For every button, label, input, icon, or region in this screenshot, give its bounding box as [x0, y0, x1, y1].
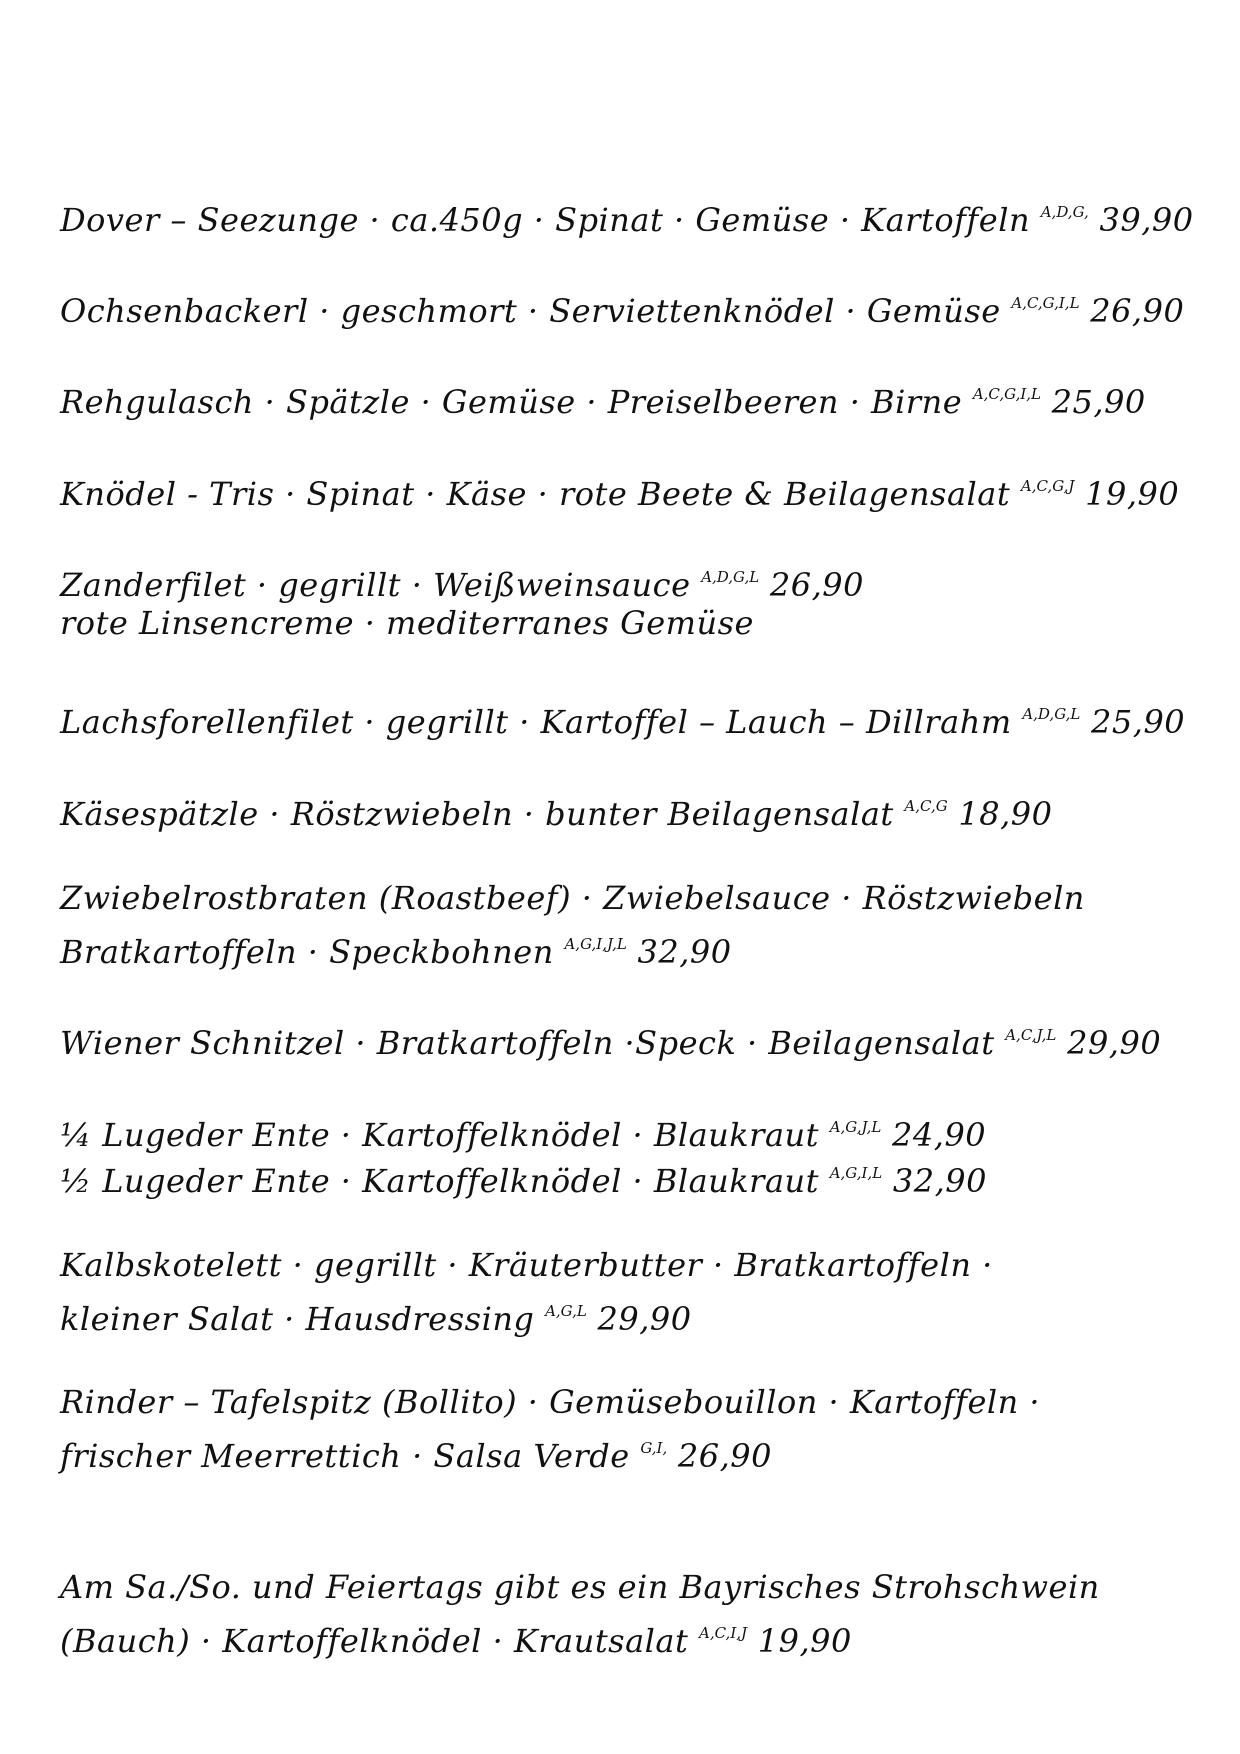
dish-price: 19,90	[757, 1622, 852, 1660]
dish-text: Rehgulasch · Spätzle · Gemüse · Preiselbeeren · Birne	[60, 383, 963, 421]
dish-text: kleiner Salat · Hausdressing	[60, 1300, 535, 1338]
allergen-codes: A,C,G,I,L	[972, 385, 1041, 403]
menu-item-kalbskotelett-line-2	[60, 1291, 692, 1339]
allergen-codes: A,D,G,L	[1022, 705, 1081, 723]
dish-price: 26,90	[1090, 292, 1185, 330]
dish-price: 25,90	[1091, 703, 1186, 741]
dish-text: Käsespätzle · Röstzwiebeln · bunter Beilagensalat	[60, 795, 894, 833]
menu-item-wiener-schnitzel	[60, 1015, 1161, 1063]
allergen-codes: A,C,I,J	[699, 1624, 748, 1642]
allergen-codes: G,I,	[640, 1439, 668, 1457]
menu-item-ochsenbackerl	[60, 283, 1184, 331]
dish-text: Rinder – Tafelspitz (Bollito) · Gemüsebouillon · Kartoffeln ·	[60, 1383, 1041, 1421]
dish-price: 26,90	[677, 1437, 773, 1475]
dish-text: (Bauch) · Kartoffelknödel · Krautsalat	[60, 1622, 689, 1660]
menu-item-strohschwein	[60, 1567, 1100, 1607]
menu-item-tafelspitz-line-2	[60, 1428, 772, 1476]
allergen-codes: A,D,G,L	[701, 568, 760, 586]
dish-text: Kalbskotelett · gegrillt · Kräuterbutter · Bratkartoffeln ·	[60, 1246, 993, 1284]
dish-price: 29,90	[1067, 1024, 1162, 1062]
menu-item-zwiebelrostbraten	[60, 878, 1085, 918]
dish-text: ¼ Lugeder Ente · Kartoffelknödel · Blaukraut	[60, 1116, 820, 1154]
menu-item-quarter-ente	[60, 1107, 986, 1155]
dish-text: frischer Meerrettich · Salsa Verde	[60, 1437, 630, 1475]
allergen-codes: A,D,G,	[1040, 203, 1089, 221]
dish-price: 24,90	[892, 1116, 987, 1154]
dish-text: Ochsenbackerl · geschmort · Serviettenknödel · Gemüse	[60, 292, 1001, 330]
dish-price: 39,90	[1099, 201, 1194, 239]
menu-item-rehgulasch	[60, 374, 1146, 422]
menu-item-kalbskotelett	[60, 1245, 993, 1285]
dish-text: Wiener Schnitzel · Bratkartoffeln ·Speck · Beilagensalat	[60, 1024, 995, 1062]
menu-item-knoedel-tris	[60, 466, 1179, 514]
dish-text: Knödel - Tris · Spinat · Käse · rote Beete & Beilagensalat	[60, 475, 1011, 513]
menu-item-strohschwein-line-2	[60, 1613, 852, 1661]
dish-price: 32,90	[892, 1162, 987, 1200]
dish-price: 29,90	[597, 1300, 692, 1338]
allergen-codes: A,C,G,I,L	[1011, 294, 1080, 312]
menu-item-lachsforellenfilet	[60, 694, 1185, 742]
allergen-codes: A,C,G	[904, 797, 948, 815]
dish-text: Lachsforellenfilet · gegrillt · Kartoffel – Lauch – Dillrahm	[60, 703, 1012, 741]
menu-item-tafelspitz	[60, 1382, 1040, 1422]
dish-text: Zwiebelrostbraten (Roastbeef) · Zwiebelsauce · Röstzwiebeln	[60, 879, 1085, 917]
dish-text: Dover – Seezunge · ca.450g · Spinat · Gemüse · Kartoffeln	[60, 201, 1031, 239]
dish-price: 32,90	[637, 933, 732, 971]
allergen-codes: A,C,J,L	[1005, 1026, 1057, 1044]
menu-item-zwiebelrostbraten-line-2	[60, 924, 732, 972]
allergen-codes: A,G,J,L	[829, 1118, 882, 1136]
allergen-codes: A,G,L	[545, 1302, 587, 1320]
allergen-codes: A,G,I,L	[829, 1164, 883, 1182]
allergen-codes: A,C,G,J	[1020, 477, 1075, 495]
dish-price: 26,90	[769, 566, 865, 604]
menu-item-zanderfilet-line-2	[60, 603, 754, 643]
dish-price: 19,90	[1085, 475, 1180, 513]
menu-item-zanderfilet	[60, 557, 864, 605]
dish-text: rote Linsencreme · mediterranes Gemüse	[60, 604, 754, 642]
dish-text: ½ Lugeder Ente · Kartoffelknödel · Blaukraut	[60, 1162, 820, 1200]
dish-text: Zanderfilet · gegrillt · Weißweinsauce	[60, 566, 691, 604]
menu-item-half-ente	[60, 1153, 987, 1201]
menu-item-dover-seezunge	[60, 192, 1194, 240]
dish-text: Am Sa./So. und Feiertags gibt es ein Bayrisches Strohschwein	[60, 1568, 1100, 1606]
dish-price: 25,90	[1051, 383, 1146, 421]
menu-item-kaesespaetzle	[60, 786, 1053, 834]
allergen-codes: A,G,I,J,L	[564, 935, 627, 953]
dish-text: Bratkartoffeln · Speckbohnen	[60, 933, 554, 971]
dish-price: 18,90	[958, 795, 1053, 833]
